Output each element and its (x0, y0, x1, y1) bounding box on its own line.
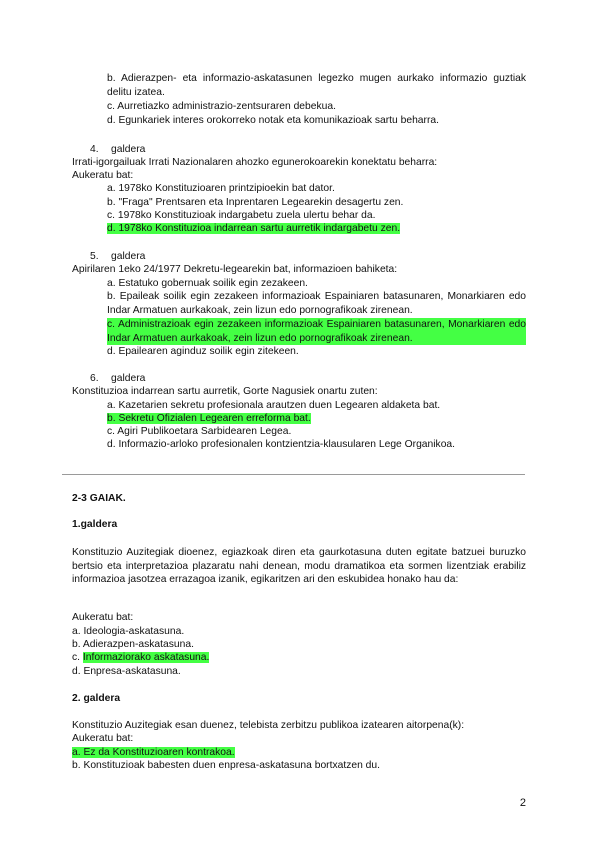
section-title: 2-3 GAIAK. (72, 493, 126, 504)
section-divider (62, 474, 525, 475)
q6-option-d: d. Informazio-arloko profesionalen kontzientzia-klausularen Lege Organikoa. (107, 439, 456, 450)
s-q1-choose-label: Aukeratu bat: (72, 612, 134, 623)
q5-option-b: b. Epaileak soilik egin zezakeen informazioak Espainiaren batasunaren, Monarkiaren edo Indar Armatuen aurkakoak, zein lizun edo pornografikoak zirenean. (107, 291, 526, 316)
s-q1-option-a: a. Ideologia-askatasuna. (72, 626, 185, 637)
s-q1-option-d: d. Enpresa-askatasuna. (72, 666, 181, 677)
q6-question: Konstituzioa indarrean sartu aurretik, Gorte Nagusiek onartu zuten: (72, 386, 378, 397)
q5-title: galdera (111, 251, 146, 262)
s-q1-text: Konstituzio Auzitegiak dioenez, egiazkoak diren eta gaurkotasuna duten egitate batzuei buruzko bertsio eta interpretazioa plazaratu nahi denean, modu dramatikoa eta sormen lizentziak erabiliz informazioa jasotzea errazagoa izanik, egikaritzen ari den eskubidea honako hau da: (72, 547, 526, 585)
page-number: 2 (519, 797, 526, 809)
q5-option-d: d. Epailearen aginduz soilik egin zitekeen. (107, 346, 299, 357)
s-q2-choose-label: Aukeratu bat: (72, 733, 134, 744)
q5-option-a: a. Estatuko gobernuak soilik egin zezakeen. (107, 278, 308, 289)
s-q2-text: Konstituzio Auzitegiak esan duenez, telebista zerbitzu publikoa izatearen aitorpena(k): (72, 720, 465, 731)
q6-number: 6. (90, 373, 99, 384)
q5-option-c-highlighted: c. Administrazioak egin zezakeen informazioak Espainiaren batasunaren, Monarkiaren edo Indar Armatuen aurkakoak, zein lizun edo pornografikoak zirenean. (107, 319, 526, 344)
q4-number: 4. (90, 144, 99, 155)
s-q1-option-b: b. Adierazpen-askatasuna. (72, 639, 194, 650)
q6-option-b-highlighted: b. Sekretu Ofizialen Legearen erreforma bat. (107, 413, 311, 424)
s-q1-title: 1.galdera (72, 519, 118, 530)
q4-option-c: c. 1978ko Konstituzioak indargabetu zuela ulertu behar da. (107, 210, 376, 221)
q4-choose-label: Aukeratu bat: (72, 170, 134, 181)
intro-option-c: c. Aurretiazko administrazio-zentsuraren debekua. (107, 101, 336, 112)
q6-option-a: a. Kazetarien sekretu profesionala arautzen duen Legearen aldaketa bat. (107, 400, 441, 411)
q5-number: 5. (90, 251, 99, 262)
s-q2-title: 2. galdera (72, 693, 121, 704)
q4-option-b: b. "Fraga" Prentsaren eta Inprentaren Legearekin desagertu zen. (107, 197, 404, 208)
q5-question: Apirilaren 1eko 24/1977 Dekretu-legearekin bat, informazioen bahiketa: (72, 264, 398, 275)
s-q1-option-c-prefix: c. (72, 652, 83, 663)
s-q1-option-c-highlighted: Informaziorako askatasuna. (82, 652, 210, 663)
s-q2-option-b: b. Konstituzioak babesten duen enpresa-askatasuna bortxatzen du. (72, 760, 380, 771)
q6-title: galdera (111, 373, 146, 384)
s-q2-option-a-highlighted: a. Ez da Konstituzioaren kontrakoa. (72, 747, 235, 758)
intro-option-d: d. Egunkariek interes orokorreko notak eta komunikazioak sartu beharra. (107, 115, 439, 126)
q4-question: Irrati-igorgailuak Irrati Nazionalaren ahozko egunerokoarekin konektatu beharra: (72, 157, 438, 168)
q4-option-a: a. 1978ko Konstituzioaren printzipioekin bat dator. (107, 183, 335, 194)
q4-option-d-highlighted: d. 1978ko Konstituzioa indarrean sartu aurretik indargabetu zen. (107, 223, 401, 234)
q6-option-c: c. Agiri Publikoetara Sarbidearen Legea. (107, 426, 292, 437)
intro-option-b: b. Adierazpen- eta informazio-askatasunen legezko mugen aurkako informazio guztiak delitu izatea. (107, 73, 526, 98)
q4-title: galdera (111, 144, 146, 155)
